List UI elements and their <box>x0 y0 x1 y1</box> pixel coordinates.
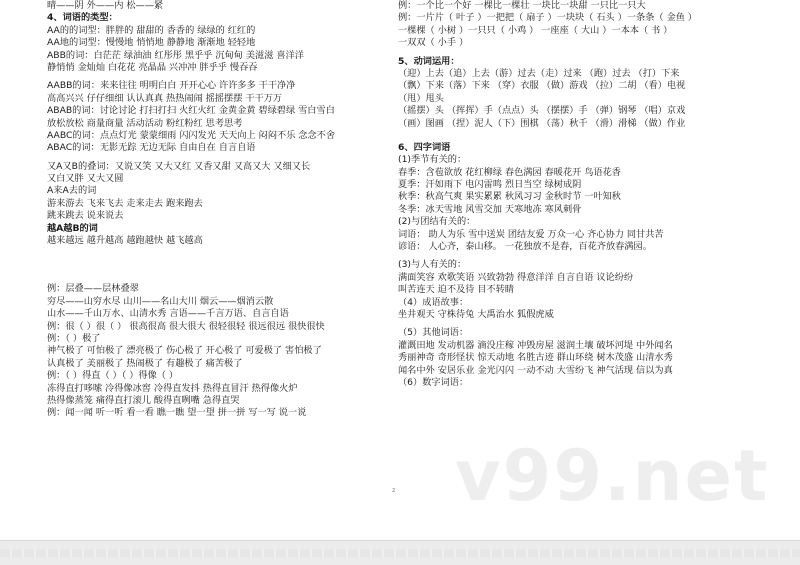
left-text-line: 游来游去 飞来飞去 走来走去 跑来跑去 <box>47 197 203 209</box>
right-text-line: （画）图画 （捏）泥人（下）围棋 （荡）秋千 （滑）滑梯 （做）作业 <box>398 117 686 129</box>
left-column <box>47 0 385 420</box>
left-text-line: 又A又B的叠词：又说又笑 又大又红 又香又甜 又高又大 又细又长 <box>47 160 311 172</box>
left-text-line: 跳来跳去 说来说去 <box>47 210 124 222</box>
left-text-line: 冻得直打哆嗦 冷得像冰窖 冷得直发抖 热得直冒汗 热得像火炉 <box>47 382 298 394</box>
right-text-line: 一棵棵（ 小树 ）一只只（ 小鸡 ） 一座座（ 大山 ）一本本（ 书 ） <box>398 24 673 36</box>
right-text-line: 5、动词运用： <box>398 55 460 67</box>
left-text-line: 例：（ ）得直（ ）（ ）得像（ ） <box>47 370 179 382</box>
right-text-line: 谚语： 人心齐，泰山移。 一花独放不是春，百花齐放春满园。 <box>398 241 652 253</box>
left-text-line: 越A越B的词 <box>47 222 98 234</box>
left-text-line: ABAC的词：无影无踪 无边无际 自由自在 自言自语 <box>47 142 256 154</box>
right-text-line: （飘）下来（落）下来 （穿）衣服 （做）游戏 （拉）二胡 （看）电视 <box>398 80 686 92</box>
left-text-line: AABB的词：来来往往 明明白白 开开心心 许许多多 干干净净 <box>47 80 296 92</box>
right-text-line: （4）成语故事： <box>398 296 469 308</box>
right-text-line: (1)季节有关的： <box>398 154 467 166</box>
right-text-line: 冬季：冰天雪地 风雪交加 天寒地冻 寒风刺骨 <box>398 203 582 215</box>
left-text-line: 静悄悄 金灿灿 白花花 亮晶晶 兴冲冲 胖乎乎 慢吞吞 <box>47 61 258 73</box>
right-text-line: （5）其他词语： <box>398 327 469 339</box>
right-text-line: （摇摆）头 （挥挥）手（点点）头 （摆摆）手 （弹）钢琴 （唱）京戏 <box>398 105 686 117</box>
left-text-line: 放松放松 商量商量 活动活动 粉红粉红 思考思考 <box>47 117 243 129</box>
left-text-line: 越来越远 越升越高 越跑越快 越飞越高 <box>47 235 203 247</box>
right-text-line: 词语： 助人为乐 雪中送炭 团结友爱 万众一心 齐心协力 同甘共苦 <box>398 228 664 240</box>
page-number: 2 <box>392 488 396 494</box>
left-text-line: 晴——阴 外——内 松——紧 <box>47 0 164 11</box>
right-text-line: 满面笑容 欢歌笑语 兴致勃勃 得意洋洋 自言自语 议论纷纷 <box>398 271 634 283</box>
right-text-line: 一双双（ 小手 ） <box>398 37 469 49</box>
left-text-line: 例：很（ ）很（ ） 很高很高 很大很大 很轻很轻 很远很远 很快很快 <box>47 320 325 332</box>
left-text-line: ABB的词：白茫茫 绿油油 红彤彤 黑乎乎 沉甸甸 美滋滋 喜洋洋 <box>47 49 304 61</box>
left-text-line: ABAB的词：讨论讨论 打扫打扫 火红火红 金黄金黄 碧绿碧绿 雪白雪白 <box>47 105 335 117</box>
viewer-bottom-bar <box>0 540 800 565</box>
left-text-line: 神气极了 可怕极了 漂亮极了 伤心极了 开心极了 可爱极了 害怕极了 <box>47 345 322 357</box>
left-text-line: 热得像蒸笼 痛得直打滚儿 酸得直咧嘴 急得直哭 <box>47 394 240 406</box>
right-text-line: 例：一片片（ 叶子 ）一把把（ 扇子 ）一块块（ 石头 ）一条条（ 金鱼 ） <box>398 12 697 24</box>
left-text-line: AABC的词：点点灯光 蒙蒙细雨 闪闪发光 天天向上 闷闷不乐 念念不舍 <box>47 129 336 141</box>
left-text-line: 认真极了 美丽极了 热闹极了 有趣极了 痛苦极了 <box>47 357 243 369</box>
left-text-line: 穷尽——山穷水尽 山川——名山大川 烟云——烟消云散 <box>47 295 274 307</box>
left-text-line <box>47 265 385 283</box>
bottom-bar-pattern <box>0 549 800 557</box>
right-text-line: (3)与人有关的： <box>398 259 467 271</box>
right-text-line: (2)与团结有关的： <box>398 216 476 228</box>
left-text-line: A来A去的词 <box>47 185 97 197</box>
left-text-line: 山水——千山万水、山清水秀 言语——千言万语、自言自语 <box>47 308 289 320</box>
right-column <box>398 0 738 389</box>
right-text-line: 春季：含苞欲放 花红柳绿 春色满园 春暖花开 鸟语花香 <box>398 166 621 178</box>
right-text-line: 叫苦连天 迫不及待 目不转睛 <box>398 284 515 296</box>
right-text-line: 秀丽神奇 奇形怪状 惊天动地 名胜古迹 群山环绕 树木茂盛 山清水秀 <box>398 352 673 364</box>
right-text-line: 例：一个比一个好 一棵比一棵壮 一块比一块甜 一只比一只大 <box>398 0 646 11</box>
right-text-line: （6）数字词语： <box>398 376 469 388</box>
right-text-line: 夏季：汗如雨下 电闪雷鸣 烈日当空 绿树成阴 <box>398 179 582 191</box>
left-text-line: 例：层叠——层林叠翠 <box>47 283 139 295</box>
left-text-line: 又白又胖 又大又圆 <box>47 173 124 185</box>
right-text-line: （迎）上去（追）上去（游）过去（走）过来 （跑）过去 （打）下来 <box>398 67 680 79</box>
left-text-line: AA地的词型：慢慢地 悄悄地 静静地 渐渐地 轻轻地 <box>47 37 256 49</box>
left-text-line: 例：闻一闻 听一听 看一看 瞧一瞧 望一望 拼一拼 写一写 说一说 <box>47 407 307 419</box>
right-text-line: 秋季：秋高气爽 果实累累 秋风习习 金秋时节 一叶知秋 <box>398 191 621 203</box>
left-text-line: 例：（ ）极了 <box>47 332 101 344</box>
left-text-line: 4、词语的类型： <box>47 12 118 24</box>
right-text-line: 坐井观天 守株待兔 大禹治水 狐假虎威 <box>398 308 554 320</box>
right-text-line: （甩）甩头 <box>398 92 444 104</box>
right-text-line: 灌溉田地 发动机器 滴没庄稼 冲毁房屋 滋润土壤 破坏河堤 中外闻名 <box>398 339 673 351</box>
right-text-line: 闻名中外 安居乐业 金光闪闪 一动不动 大雪纷飞 神气活现 信以为真 <box>398 364 673 376</box>
left-text-line: AA的的词型：胖胖的 甜甜的 香香的 绿绿的 红红的 <box>47 24 256 36</box>
watermark: v99.net <box>455 435 770 517</box>
left-text-line <box>47 247 385 265</box>
right-text-line: 6、四字词语 <box>398 141 451 153</box>
left-text-line: 高高兴兴 仔仔细细 认认真真 热热闹闹 摇摇摆摆 干干万万 <box>47 92 283 104</box>
